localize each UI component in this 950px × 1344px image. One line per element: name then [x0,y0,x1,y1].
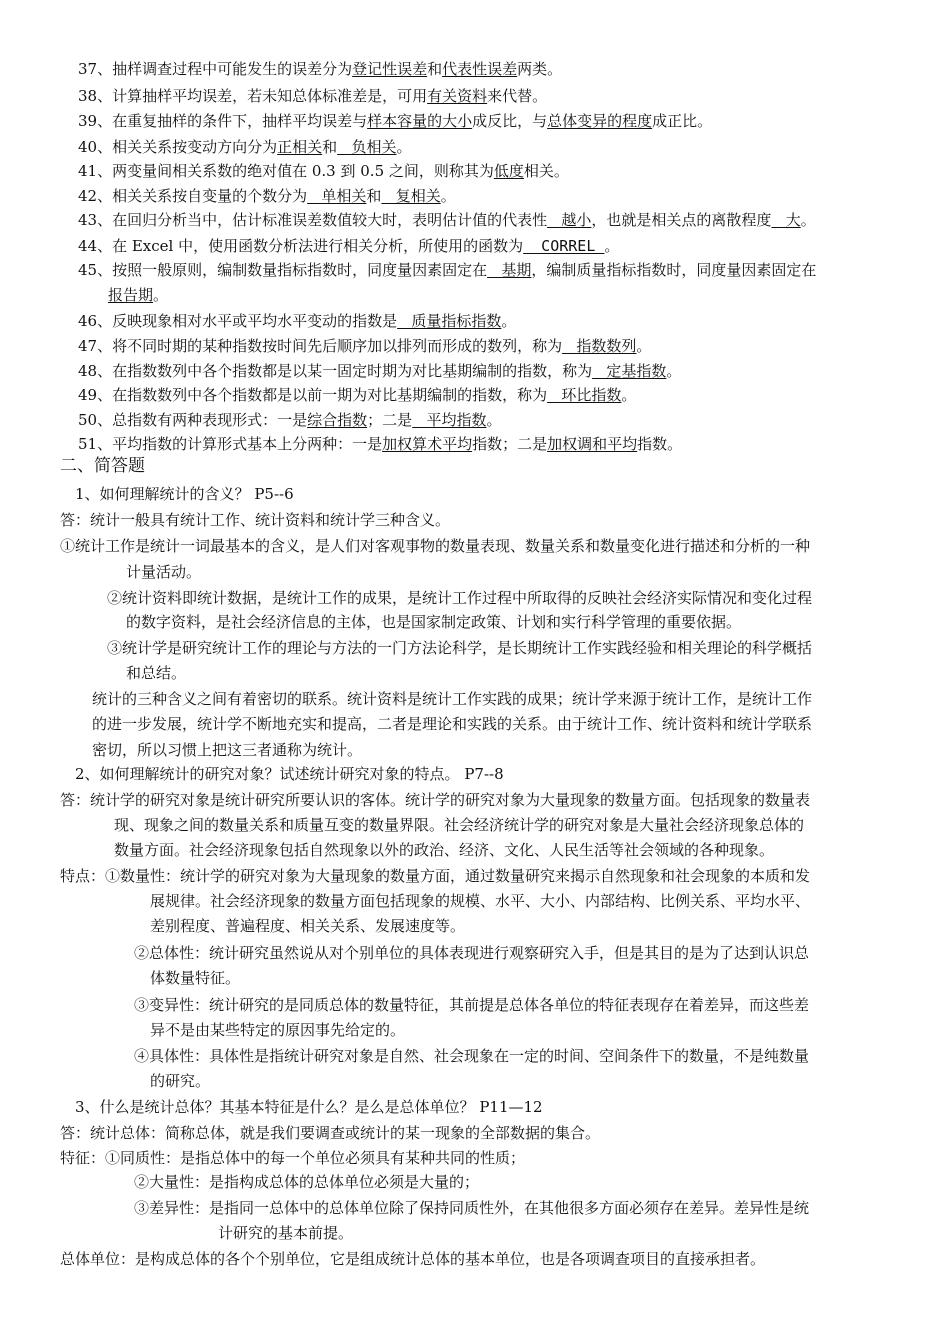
answer-2-intro-2: 现、现象之间的数量关系和质量互变的数量界限。社会经济统计学的研究对象是大量社会经济现象总体的 [114,816,805,834]
item-text: 平均指数的计算形式基本上分两种：一是 [112,435,383,453]
item-text: 在指数数列中各个指数都是以某一固定时期为对比基期编制的指数，称为 [112,362,593,380]
answer-blank: 定基指数 [592,362,667,380]
answer-blank: 越小 [547,211,592,229]
fill-in-line [78,161,569,181]
answer-blank: 总体变异的程度 [547,112,653,130]
item-number: 44、 [78,237,113,255]
item-text: 。 [396,138,412,156]
answer-blank: 基期 [487,261,532,279]
fill-in-line [78,236,619,256]
answer-2-intro: 答：统计学的研究对象是统计研究所要认识的客体。统计学的研究对象为大量现象的数量方面。包括现象的数量表 [60,791,811,809]
answer-1-point-1: ①统计工作是统计一词最基本的含义，是人们对客观事物的数量表现、数量关系和数量变化进行描述和分析的一种 [60,537,811,555]
item-text: ；二是 [367,411,413,429]
answer-blank: 单相关 [307,187,367,205]
fill-in-line [78,385,636,405]
item-text: 。 [621,386,637,404]
item-text: 在指数数列中各个指数都是以前一期为对比基期编制的指数，称为 [112,386,548,404]
item-text: 两变量间相关系数的绝对值在 0.3 到 0.5 之间，则称其为 [112,162,494,180]
item-text: 。 [604,237,620,255]
answer-1-point-3: ③统计学是研究统计工作的理论与方法的一门方法论科学，是长期统计工作实践经验和相关理论的科学概括 [107,639,813,657]
item-text: 抽样调查过程中可能发生的误差分为 [112,60,353,78]
item-number: 50、 [78,411,113,429]
item-text: 在 Excel 中，使用函数分析法进行相关分析，所使用的函数为 [112,237,524,255]
answer-3-feature-3-cont: 计研究的基本前提。 [218,1224,354,1242]
item-number: 51、 [78,435,113,453]
item-text: 相关关系按自变量的个数分为 [112,187,308,205]
answer-1-summary: 统计的三种含义之间有着密切的联系。统计资料是统计工作实践的成果；统计学来源于统计工作，是统计工作 [92,690,813,708]
item-number: 39、 [78,112,113,130]
answer-blank: 正相关 [277,138,323,156]
item-number: 48、 [78,362,113,380]
fill-in-line [108,285,168,305]
item-text: 。 [153,286,169,304]
answer-blank: 指数数列 [562,337,637,355]
item-number: 37、 [78,60,113,78]
item-number: 49、 [78,386,113,404]
answer-2-feature-2: ②总体性：统计研究虽然说从对个别单位的具体表现进行观察研究入手，但是其目的是为了达到认识总 [134,944,810,962]
item-text: 成反比，与 [472,112,548,130]
fill-in-line [78,59,562,79]
item-text: 相关。 [523,162,569,180]
item-number: 40、 [78,138,113,156]
item-text: 在重复抽样的条件下，抽样平均误差与 [112,112,368,130]
answer-1-intro: 答：统计一般具有统计工作、统计资料和统计学三种含义。 [60,511,451,529]
fill-in-line [78,86,547,106]
answer-2-intro-3: 数量方面。社会经济现象包括自然现象以外的政治、经济、文化、人民生活等社会领域的各种现象。 [114,841,775,859]
answer-blank: 样本容量的大小 [367,112,473,130]
item-text: 总指数有两种表现形式：一是 [112,411,308,429]
answer-3-unit: 总体单位：是构成总体的各个个别单位，它是组成统计总体的基本单位，也是各项调查项目的直接承担者。 [60,1250,766,1268]
item-number: 38、 [78,87,113,105]
item-text: 。 [666,362,682,380]
item-text: 和 [427,60,443,78]
item-text: 反映现象相对水平或平均水平变动的指数是 [112,312,398,330]
item-text: ，也就是相关点的离散程度 [591,211,772,229]
answer-3-feature-3: ③差异性：是指同一总体中的总体单位除了保持同质性外，在其他很多方面必须存在差异。差异性是统 [134,1199,810,1217]
item-text: 按照一般原则，编制数量指标指数时，同度量因素固定在 [112,261,488,279]
item-text: 指数。 [637,435,683,453]
answer-blank: 登记性误差 [352,60,428,78]
answer-blank: 报告期 [108,286,154,304]
item-text: 在回归分析当中，估计标准误差数值较大时，表明估计值的代表性 [112,211,548,229]
item-text: 。 [501,312,517,330]
answer-blank: 环比指数 [547,386,622,404]
question-2: 2、如何理解统计的研究对象？试述统计研究对象的特点。 P7--8 [75,765,504,783]
item-text: 来代替。 [487,87,548,105]
answer-3-intro: 答：统计总体：简称总体，就是我们要调查或统计的某一现象的全部数据的集合。 [60,1124,601,1142]
answer-1-point-2: ②统计资料即统计数据，是统计工作的成果，是统计工作过程中所取得的反映社会经济实际情况和变化过程 [107,589,813,607]
item-text: 成正比。 [652,112,713,130]
item-text: 相关关系按变动方向分为 [112,138,278,156]
fill-in-line [78,260,816,280]
item-number: 46、 [78,312,113,330]
item-text: 将不同时期的某种指数按时间先后顺序加以排列而形成的数列，称为 [112,337,563,355]
item-number: 43、 [78,211,113,229]
item-number: 47、 [78,337,113,355]
item-text: 和 [322,138,338,156]
answer-2-feature-3: ③变异性：统计研究的是同质总体的数量特征，其前提是总体各单位的特征表现存在着差异，而这些差 [134,996,810,1014]
item-number: 42、 [78,187,113,205]
answer-1-point-3-cont: 和总结。 [126,664,187,682]
item-text: 。 [800,211,816,229]
answer-2-feature-4: ④具体性：具体性是指统计研究对象是自然、社会现象在一定的时间、空间条件下的数量，不是纯数量 [134,1047,810,1065]
item-text: ，编制质量指标指数时，同度量因素固定在 [531,261,817,279]
answer-blank: 代表性误差 [442,60,518,78]
answer-blank: 加权调和平均 [547,435,638,453]
fill-in-line [78,361,681,381]
answer-blank: 负相关 [337,138,397,156]
answer-2-feature-1-cont-2: 差别程度、普遍程度、相关关系、发展速度等。 [150,917,466,935]
item-text: 指数；二是 [472,435,548,453]
answer-blank: 综合指数 [307,411,368,429]
fill-in-line [78,311,516,331]
item-text: 计算抽样平均误差，若未知总体标准差是，可用 [112,87,428,105]
fill-in-line [78,210,816,230]
fill-in-line [78,111,712,131]
answer-1-point-1-cont: 计量活动。 [126,563,202,581]
answer-blank: 质量指标指数 [397,312,502,330]
item-text: 两类。 [517,60,563,78]
answer-2-feature-4-cont: 的研究。 [150,1072,211,1090]
fill-in-line [78,336,651,356]
answer-2-feature-2-cont: 体数量特征。 [150,969,241,987]
fill-in-line [78,186,456,206]
answer-1-summary-3: 密切，所以习惯上把这三者通称为统计。 [92,741,363,759]
item-number: 41、 [78,162,113,180]
answer-1-summary-2: 的进一步发展，统计学不断地充实和提高，二者是理论和实践的关系。由于统计工作、统计资料和统计学联系 [92,715,813,733]
fill-in-line [78,137,411,157]
item-text: 和 [366,187,382,205]
answer-2-feature-1: 特点：①数量性：统计学的研究对象为大量现象的数量方面，通过数量研究来揭示自然现象和社会现象的本质和发 [60,867,811,885]
answer-2-feature-1-cont: 展规律。社会经济现象的数量方面包括现象的规模、水平、大小、内部结构、比例关系、平均水平、 [150,892,811,910]
answer-2-feature-3-cont: 异不是由某些特定的原因事先给定的。 [150,1021,406,1039]
fill-in-line [78,410,501,430]
item-text: 。 [440,187,456,205]
question-3: 3、什么是统计总体？其基本特征是什么？是么是总体单位？ P11—12 [75,1098,543,1116]
answer-blank: 加权算术平均 [382,435,473,453]
answer-blank: 平均指数 [412,411,487,429]
question-1: 1、如何理解统计的含义？ P5--6 [75,485,294,503]
answer-3-feature-2: ②大量性：是指构成总体的总体单位必须是大量的； [134,1173,480,1191]
item-text: 。 [636,337,652,355]
answer-blank: CORREL [523,237,605,255]
item-text: 。 [486,411,502,429]
fill-in-line [78,434,682,454]
answer-blank: 大 [771,211,801,229]
answer-3-feature-1: 特征：①同质性：是指总体中的每一个单位必须具有某种共同的性质； [60,1149,526,1167]
answer-blank: 复相关 [381,187,441,205]
item-number: 45、 [78,261,113,279]
answer-1-point-2-cont: 的数字资料，是社会经济信息的主体，也是国家制定政策、计划和实行科学管理的重要依据。 [126,613,742,631]
answer-blank: 有关资料 [427,87,488,105]
answer-blank: 低度 [493,162,524,180]
section-title: 二、简答题 [60,456,145,476]
